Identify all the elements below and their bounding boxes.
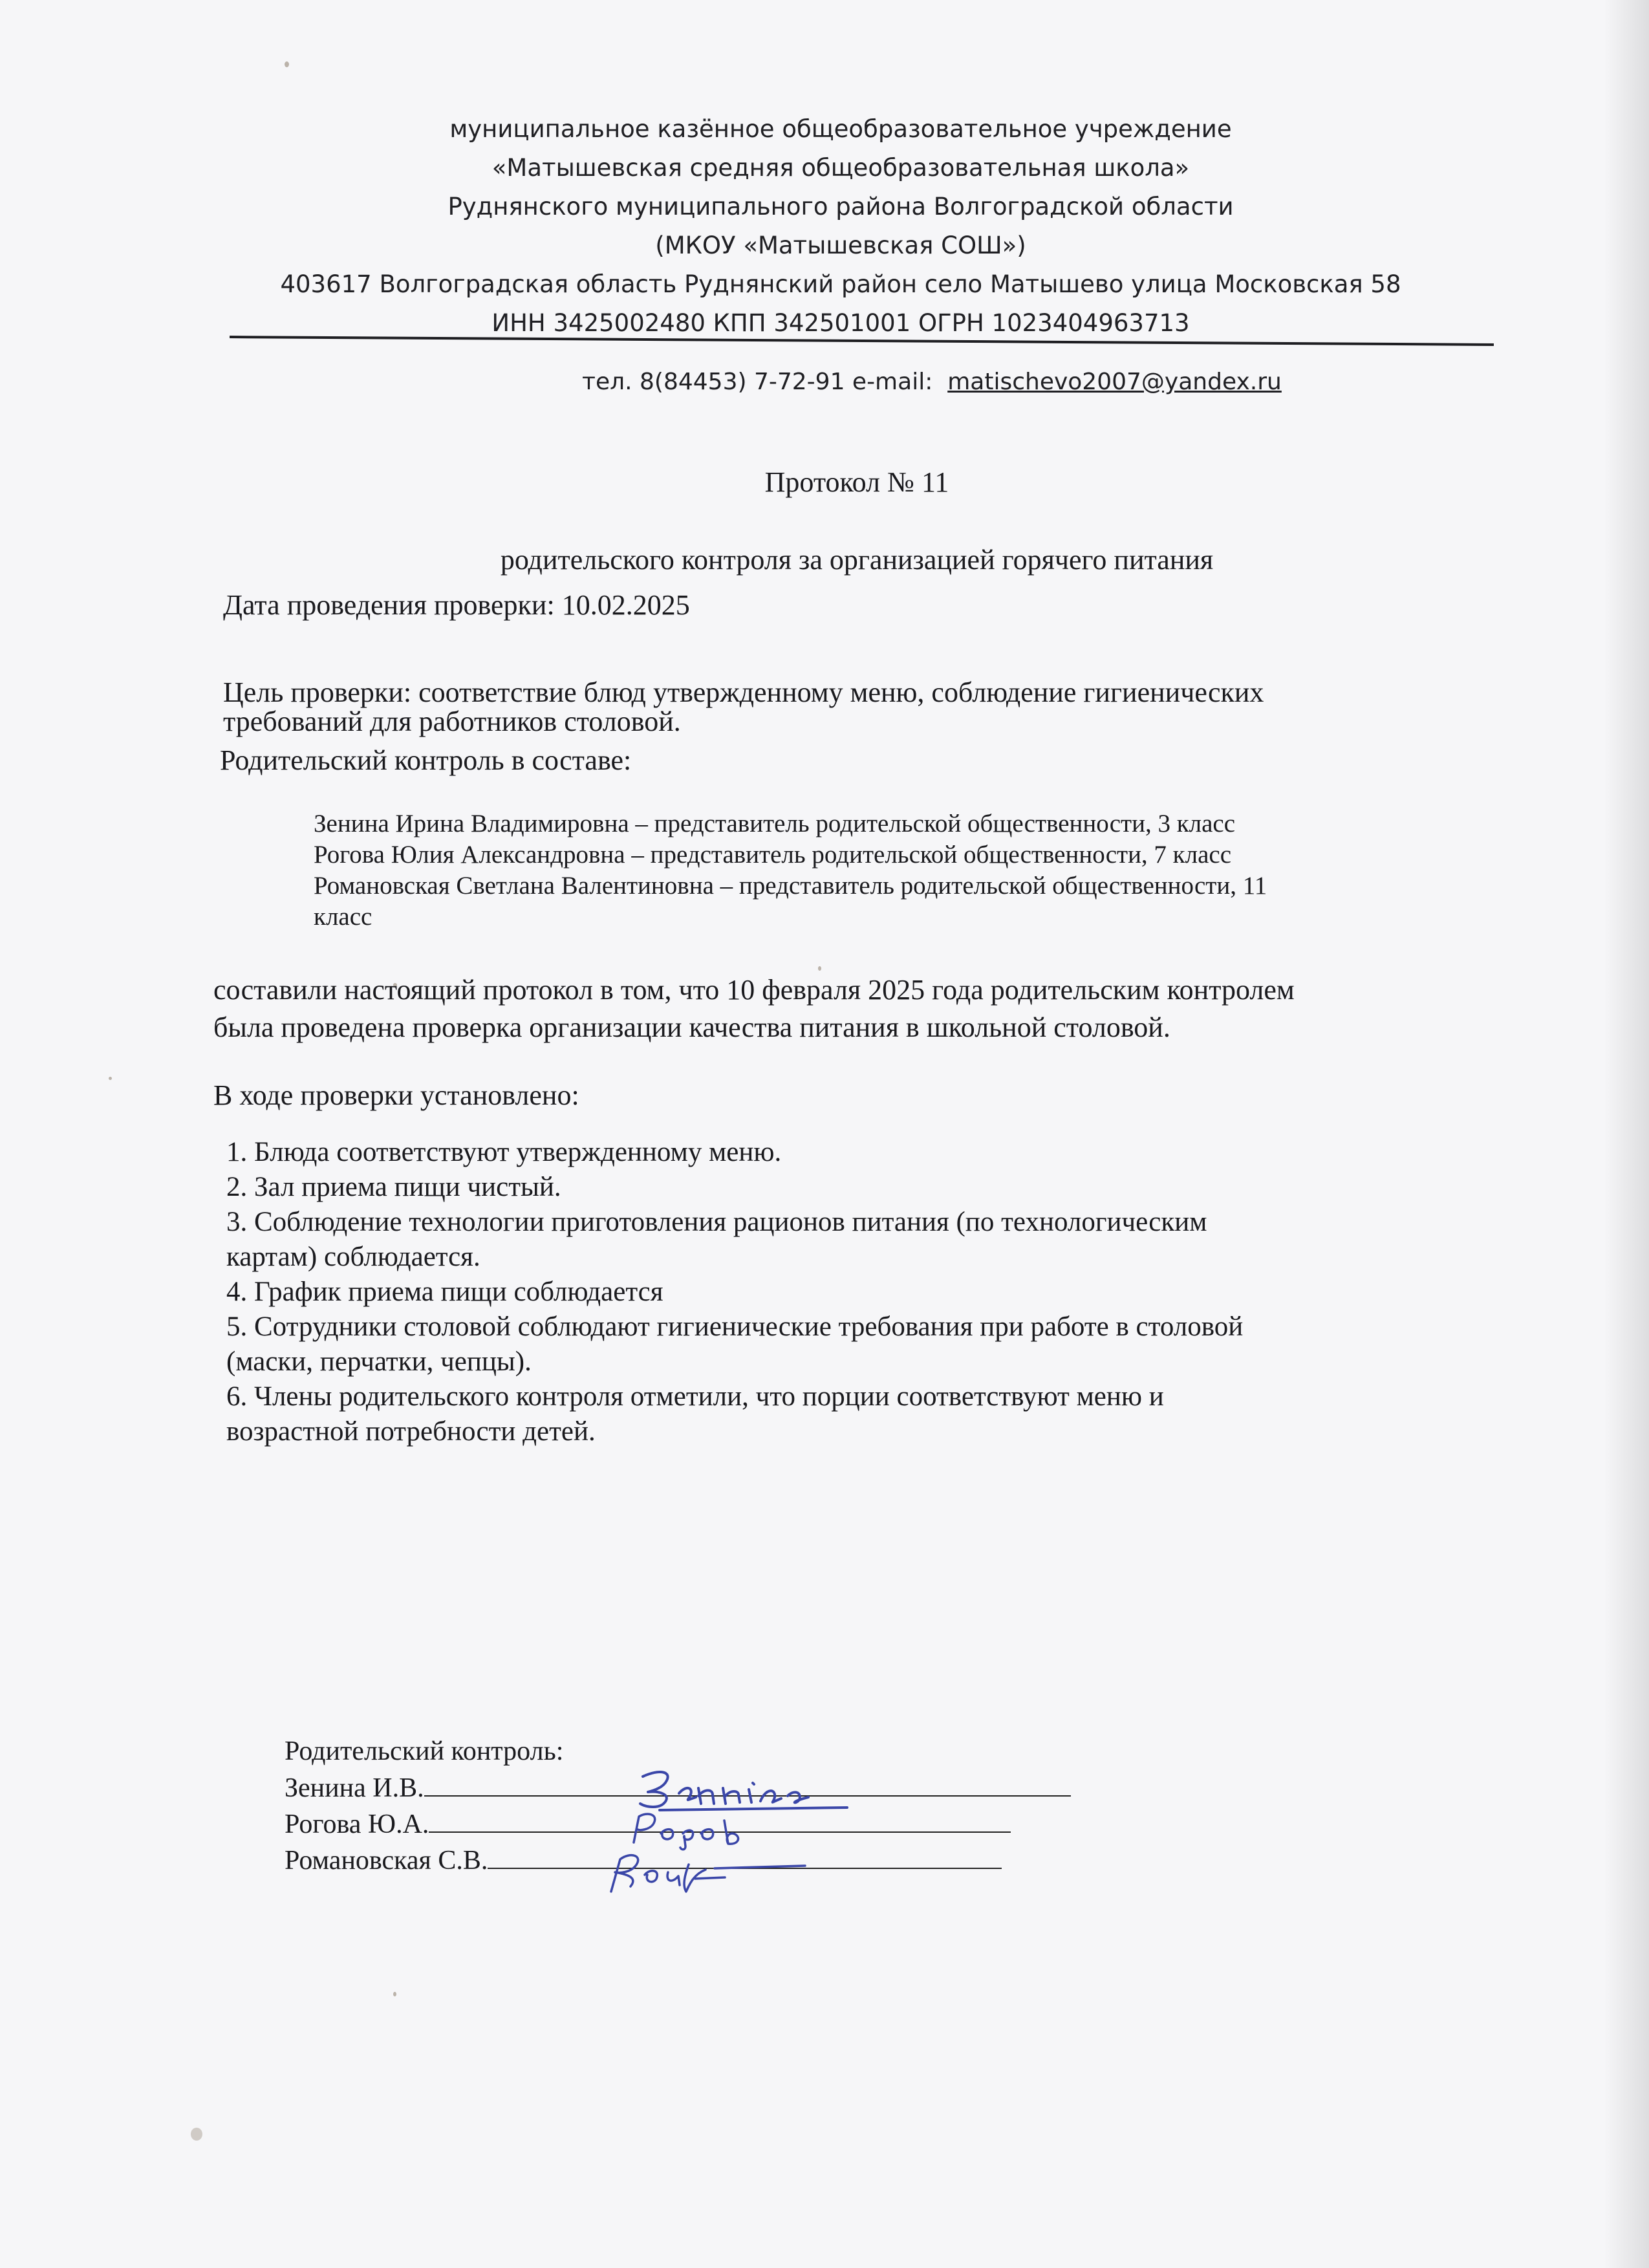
findings-label: В ходе проверки установлено: (213, 1079, 579, 1111)
scan-speck (285, 61, 289, 67)
letterhead-line: 403617 Волгоградская область Руднянский район село Матышево улица Московская 58 (280, 270, 1401, 298)
signer-name: Рогова Ю.А. (285, 1809, 429, 1839)
member-item: Рогова Юлия Александровна – представитель родительской общественности, 7 класс (314, 841, 1232, 869)
scan-speck (109, 1077, 112, 1080)
finding-item: 1. Блюда соответствуют утвержденному меню. (226, 1137, 782, 1167)
scan-speck (818, 966, 821, 971)
statement-line: была проведена проверка организации качества питания в школьной столовой. (213, 1011, 1170, 1043)
inspection-date: Дата проведения проверки: 10.02.2025 (223, 589, 690, 621)
purpose-line: Цель проверки: соответствие блюд утвержденному меню, соблюдение гигиенических (223, 676, 1264, 708)
letterhead (213, 110, 1468, 343)
letterhead-line: ИНН 3425002480 КПП 342501001 ОГРН 1023404963713 (491, 309, 1190, 337)
finding-item: 3. Соблюдение технологии приготовления рационов питания (по технологическим (226, 1207, 1207, 1237)
email-link[interactable]: matischevo2007@yandex.ru (947, 369, 1282, 395)
scan-speck (191, 2128, 202, 2141)
member-item: Зенина Ирина Владимировна – представитель родительской общественности, 3 класс (314, 810, 1236, 837)
member-item: Романовская Светлана Валентиновна – представитель родительской общественности, 11 (314, 872, 1267, 900)
document-title: Протокол № 11 (764, 466, 949, 498)
findings-list (226, 1135, 1442, 1449)
finding-item: (маски, перчатки, чепцы). (226, 1346, 532, 1377)
letterhead-line: «Матышевская средняя общеобразовательная школа» (491, 154, 1190, 182)
finding-item: 2. Зал приема пищи чистый. (226, 1172, 561, 1202)
scan-speck (393, 1992, 396, 1996)
letterhead-line: Руднянского муниципального района Волгоградской области (447, 193, 1234, 221)
handwritten-signature-3 (592, 1846, 824, 1905)
scan-edge-shadow (1604, 0, 1649, 2268)
phone-text: тел. 8(84453) 7-72-91 e-mail: (582, 369, 948, 395)
signature-label: Родительский контроль: (285, 1736, 564, 1766)
purpose-line: требований для работников столовой. (223, 706, 681, 737)
finding-item: 5. Сотрудники столовой соблюдают гигиенические требования при работе в столовой (226, 1312, 1244, 1342)
finding-item: 4. График приема пищи соблюдается (226, 1277, 663, 1307)
letterhead-line: муниципальное казённое общеобразовательное учреждение (449, 115, 1232, 143)
statement-paragraph (213, 971, 1455, 1046)
signer-name: Романовская С.В. (285, 1846, 488, 1875)
finding-item: 6. Члены родительского контроля отметили, что порции соответствуют меню и (226, 1381, 1164, 1412)
finding-item: картам) соблюдается. (226, 1242, 480, 1272)
member-item: класс (314, 903, 372, 931)
letterhead-contact (582, 369, 1423, 395)
finding-item: возрастной потребности детей. (226, 1416, 596, 1447)
signer-name: Зенина И.В. (285, 1773, 424, 1803)
members-list (314, 808, 1458, 933)
document-subtitle: родительского контроля за организацией горячего питания (500, 544, 1214, 576)
letterhead-line: (МКОУ «Матышевская СОШ») (655, 232, 1026, 259)
statement-line: составили настоящий протокол в том, что 10 февраля 2025 года родительским контролем (213, 974, 1295, 1006)
composition-label: Родительский контроль в составе: (220, 744, 632, 776)
